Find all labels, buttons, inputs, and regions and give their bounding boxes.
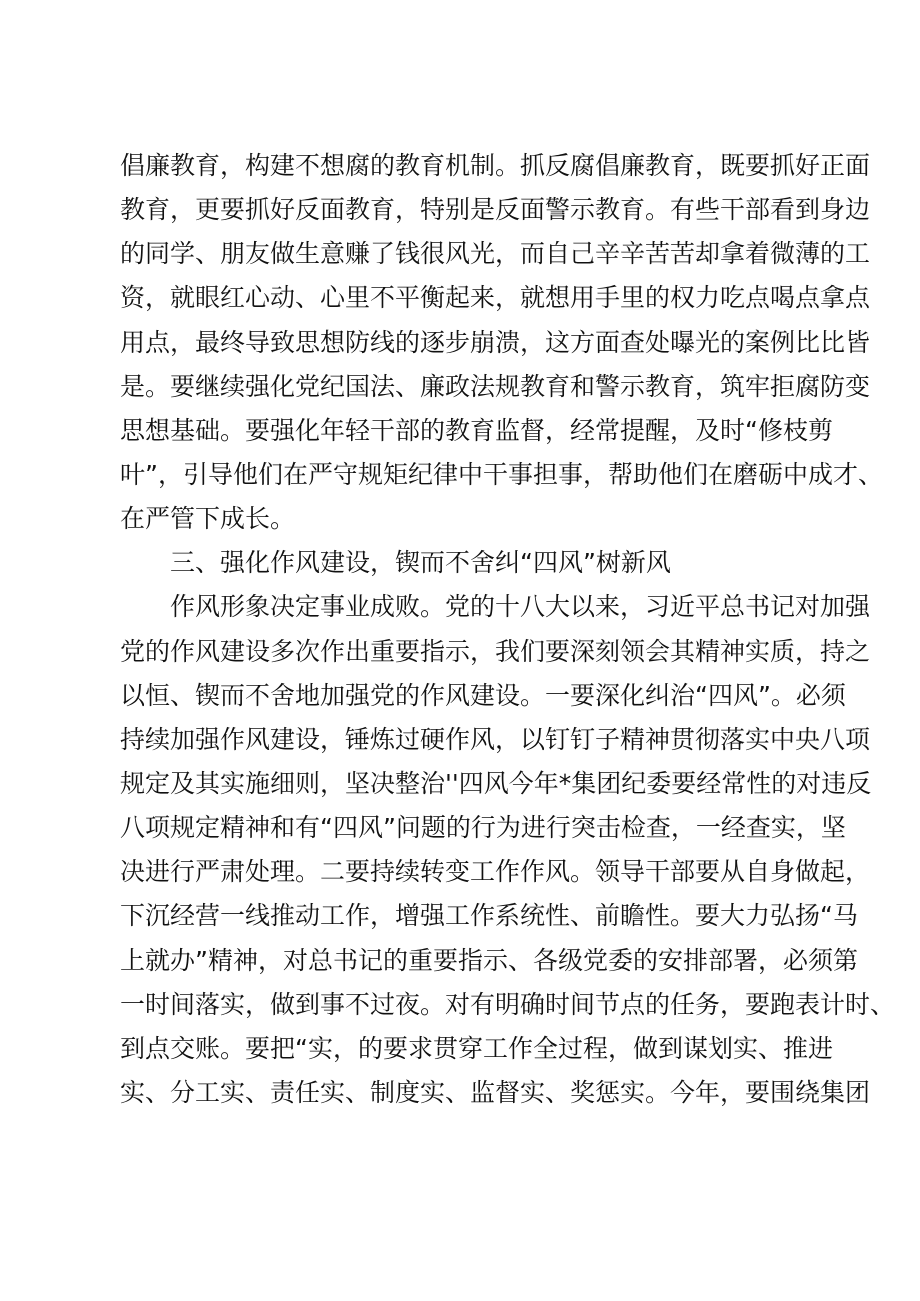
text-line: 八项规定精神和有“四风”问题的行为进行突击检查，一经查实，坚 xyxy=(120,813,846,843)
text-line: 党的作风建设多次作出重要指示，我们要深刻领会其精神实质，持之 xyxy=(120,636,871,666)
text-line: 作风形象决定事业成败。党的十八大以来，习近平总书记对加强 xyxy=(170,592,871,622)
text-line: 实、分工实、责任实、制度实、监督实、奖惩实。今年，要围绕集团 xyxy=(120,1077,871,1107)
section-heading: 三、强化作风建设，锲而不舍纠“四风”树新风 xyxy=(170,548,671,578)
text-line: 是。要继续强化党纪国法、廉政法规教育和警示教育，筑牢拒腐防变 xyxy=(120,371,871,401)
text-line: 资，就眼红心动、心里不平衡起来，就想用手里的权力吃点喝点拿点 xyxy=(120,283,871,313)
text-line: 倡廉教育，构建不想腐的教育机制。抓反腐倡廉教育，既要抓好正面 xyxy=(120,151,871,180)
body-text xyxy=(120,144,896,1115)
text-line: 用点，最终导致思想防线的逐步崩溃，这方面查处曝光的案例比比皆 xyxy=(120,327,871,357)
text-line: 决进行严肃处理。二要持续转变工作作风。领导干部要从自身做起， xyxy=(120,857,871,887)
text-line: 到点交账。要把“实，的要求贯穿工作全过程，做到谋划实、推进 xyxy=(120,1033,833,1063)
text-line: 思想基础。要强化年轻干部的教育监督，经常提醒，及时“修枝剪 xyxy=(120,415,833,445)
text-line: 以恒、锲而不舍地加强党的作风建设。一要深化纠治“四风”。必须 xyxy=(120,680,846,710)
text-line: 下沉经营一线推动工作，增强工作系统性、前瞻性。要大力弘扬“马 xyxy=(120,901,858,931)
paragraph-1 xyxy=(120,144,883,541)
text-line: 规定及其实施细则，坚决整治''四风今年*集团纪委要经常性的对违反 xyxy=(120,768,872,798)
paragraph-2 xyxy=(120,585,896,1115)
text-line: 叶”，引导他们在严守规矩纪律中干事担事，帮助他们在磨砺中成才、 xyxy=(120,459,883,489)
text-line: 一时间落实，做到事不过夜。对有明确时间节点的任务，要跑表计时、 xyxy=(120,989,896,1019)
text-line: 持续加强作风建设，锤炼过硬作风，以钉钉子精神贯彻落实中央八项 xyxy=(120,724,871,754)
text-line: 在严管下成长。 xyxy=(120,504,296,534)
text-line: 的同学、朋友做生意赚了钱很风光，而自己辛辛苦苦却拿着微薄的工 xyxy=(120,239,871,269)
text-line: 教育，更要抓好反面教育，特别是反面警示教育。有些干部看到身边 xyxy=(120,195,871,225)
text-line: 上就办”精神，对总书记的重要指示、各级党委的安排部署，必须第 xyxy=(120,945,858,975)
